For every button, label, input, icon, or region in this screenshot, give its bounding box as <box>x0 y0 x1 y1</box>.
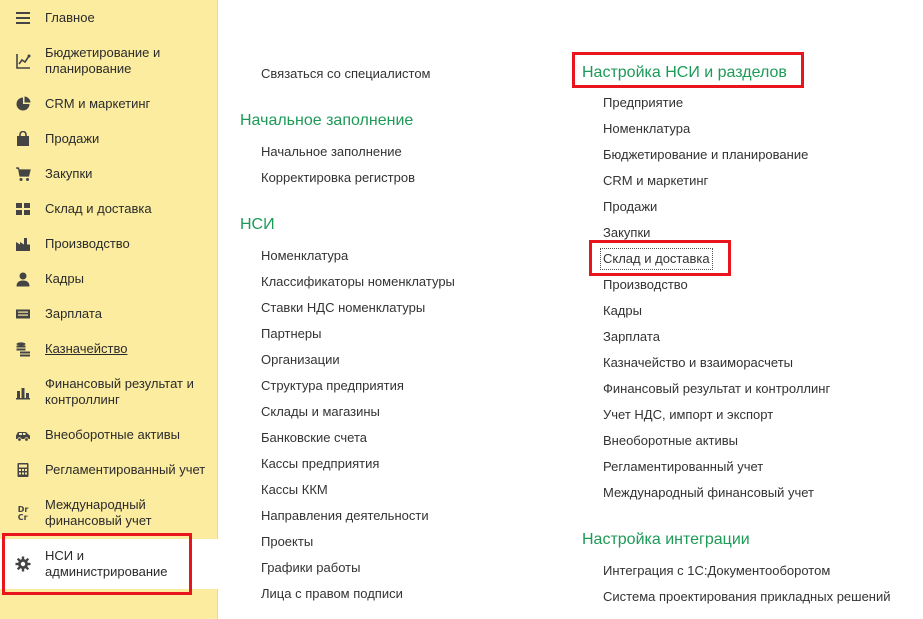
sidebar-item-sales[interactable] <box>0 129 218 149</box>
section-title-initial-fill: Начальное заполнение <box>240 112 414 129</box>
sidebar-item-label: Зарплата <box>45 306 102 321</box>
settings-link[interactable]: Продажи <box>603 199 658 214</box>
bar-chart-icon <box>14 383 32 401</box>
sidebar-item-hr[interactable] <box>0 269 218 289</box>
nsi-link[interactable]: Графики работы <box>261 560 361 575</box>
highlight-box-warehouse-settings <box>589 240 731 276</box>
sidebar-item-label: Казначейство <box>45 341 128 356</box>
sidebar-item-label: CRM и маркетинг <box>45 96 151 111</box>
section-title-integration: Настройка интеграции <box>582 531 750 548</box>
sidebar-item-main[interactable] <box>0 8 218 28</box>
car-icon <box>14 426 32 444</box>
coins-icon <box>14 340 32 358</box>
settings-link[interactable]: Бюджетирование и планирование <box>603 147 809 162</box>
contact-specialist-link[interactable]: Связаться со специалистом <box>261 66 431 81</box>
sidebar-item-label: Финансовый результат и контроллинг <box>45 376 194 407</box>
section-title-nsi: НСИ <box>240 216 275 233</box>
settings-link[interactable]: Кадры <box>603 303 642 318</box>
highlight-box-nsi-settings <box>572 52 804 88</box>
sections-sidebar <box>0 0 218 619</box>
sidebar-item-crm[interactable] <box>0 94 218 114</box>
settings-link[interactable]: Регламентированный учет <box>603 459 764 474</box>
sidebar-item-label: Кадры <box>45 271 84 286</box>
settings-link[interactable]: Закупки <box>603 225 651 240</box>
link-register-correction[interactable]: Корректировка регистров <box>261 170 416 185</box>
sidebar-item-treasury[interactable] <box>0 339 218 359</box>
sidebar-item-label: Регламентированный учет <box>45 462 206 477</box>
nsi-link[interactable]: Банковские счета <box>261 430 368 445</box>
sidebar-item-international-accounting[interactable] <box>0 496 218 530</box>
sidebar-item-label: Склад и доставка <box>45 201 152 216</box>
settings-link[interactable]: CRM и маркетинг <box>603 173 709 188</box>
integration-link[interactable]: Система проектирования прикладных решений <box>603 589 891 604</box>
nsi-link[interactable]: Партнеры <box>261 326 322 341</box>
link-initial-fill[interactable]: Начальное заполнение <box>261 144 402 159</box>
sidebar-item-label: Продажи <box>45 131 100 146</box>
settings-link[interactable]: Номенклатура <box>603 121 691 136</box>
sidebar-item-budgeting[interactable] <box>0 44 218 78</box>
nsi-link[interactable]: Направления деятельности <box>261 508 429 523</box>
settings-link[interactable]: Учет НДС, импорт и экспорт <box>603 407 774 422</box>
settings-link[interactable]: Производство <box>603 277 688 292</box>
nsi-link[interactable]: Классификаторы номенклатуры <box>261 274 455 289</box>
settings-link[interactable]: Казначейство и взаиморасчеты <box>603 355 793 370</box>
warehouse-grid-icon <box>14 200 32 218</box>
shopping-cart-icon <box>14 165 32 183</box>
settings-link[interactable]: Зарплата <box>603 329 660 344</box>
nsi-link[interactable]: Ставки НДС номенклатуры <box>261 300 426 315</box>
calculator-icon <box>14 461 32 479</box>
pie-chart-icon <box>14 95 32 113</box>
nsi-link[interactable]: Кассы предприятия <box>261 456 380 471</box>
sidebar-item-label: Внеоборотные активы <box>45 427 181 442</box>
nsi-link[interactable]: Проекты <box>261 534 314 549</box>
sidebar-item-production[interactable] <box>0 234 218 254</box>
factory-icon <box>14 235 32 253</box>
wallet-icon <box>14 305 32 323</box>
settings-link[interactable]: Предприятие <box>603 95 684 110</box>
settings-link[interactable]: Финансовый результат и контроллинг <box>603 381 831 396</box>
integration-link[interactable]: Интеграция с 1С:Документооборотом <box>603 563 831 578</box>
section-title-nsi-settings: Настройка НСИ и разделов <box>582 64 787 81</box>
person-icon <box>14 270 32 288</box>
nsi-link[interactable]: Структура предприятия <box>261 378 404 393</box>
sidebar-item-label: Бюджетирование и планирование <box>45 45 161 76</box>
sidebar-item-label: Закупки <box>45 166 93 181</box>
nsi-link[interactable]: Номенклатура <box>261 248 349 263</box>
sidebar-item-label: Международный финансовый учет <box>45 497 152 528</box>
sidebar-item-label: Производство <box>45 236 130 251</box>
nsi-link[interactable]: Склады и магазины <box>261 404 380 419</box>
sidebar-item-regulated-accounting[interactable] <box>0 460 218 480</box>
settings-link-warehouse[interactable]: Склад и доставка <box>603 251 710 266</box>
settings-link[interactable]: Внеоборотные активы <box>603 433 739 448</box>
sidebar-item-financial-result[interactable] <box>0 375 218 409</box>
sidebar-item-warehouse[interactable] <box>0 199 218 219</box>
nsi-link[interactable]: Организации <box>261 352 340 367</box>
sidebar-item-salary[interactable] <box>0 304 218 324</box>
nsi-link[interactable]: Лица с правом подписи <box>261 586 403 601</box>
sidebar-item-label: Главное <box>45 10 95 25</box>
dr-cr-icon: Dr Cr <box>17 505 29 522</box>
budget-chart-icon <box>14 52 32 70</box>
sidebar-item-fixed-assets[interactable] <box>0 425 218 445</box>
menu-icon <box>14 9 32 27</box>
shopping-bag-icon <box>14 130 32 148</box>
sidebar-item-label: НСИ и администрирование <box>45 548 168 579</box>
settings-link[interactable]: Международный финансовый учет <box>603 485 814 500</box>
nsi-link[interactable]: Кассы ККМ <box>261 482 328 497</box>
highlight-box-nsi-admin <box>2 533 192 595</box>
sidebar-item-purchases[interactable] <box>0 164 218 184</box>
